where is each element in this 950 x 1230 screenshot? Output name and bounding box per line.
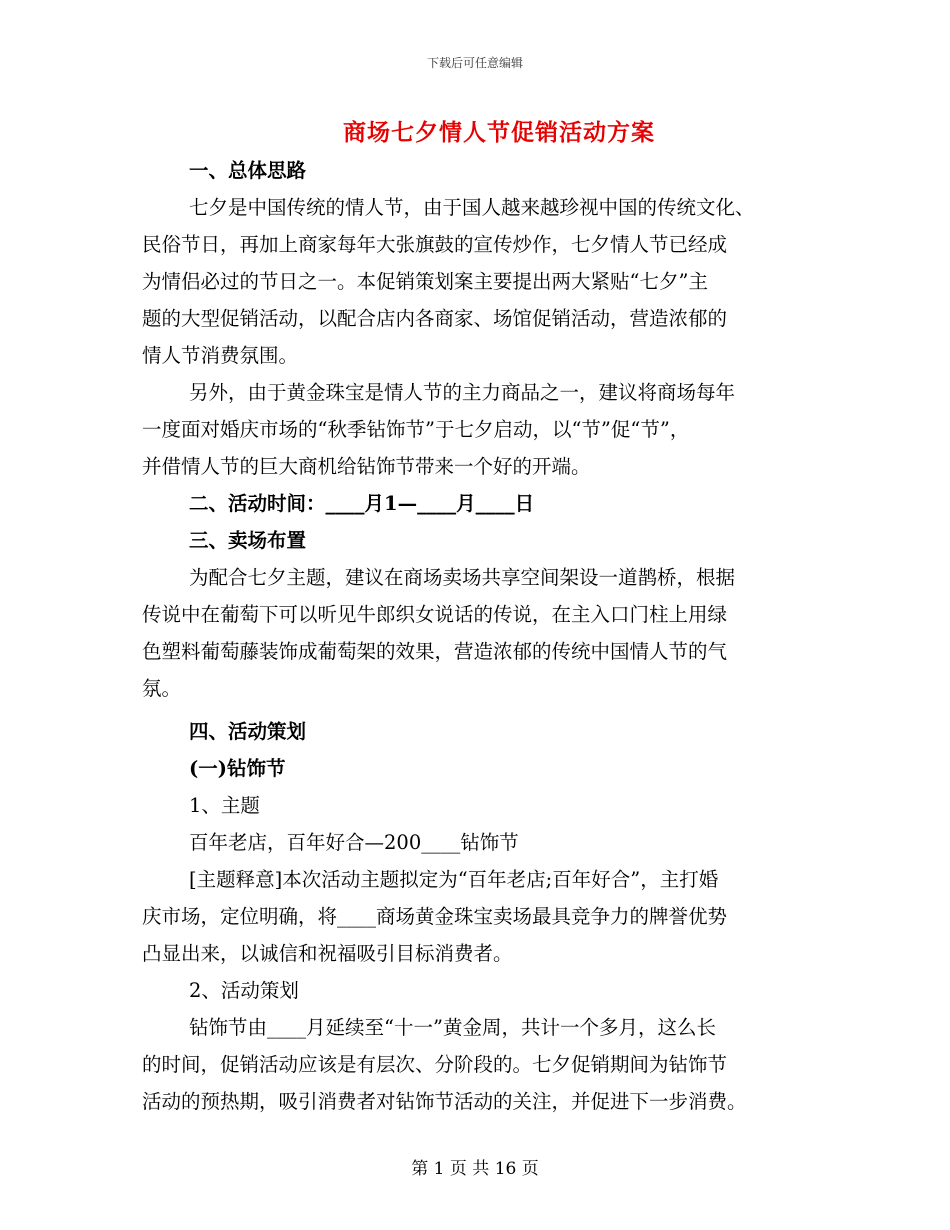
text-line: 为配合七夕主题，建议在商场卖场共享空间架设一道鹊桥，根据 [189,566,736,589]
text-line: 民俗节日，再加上商家每年大张旗鼓的宣传炒作，七夕情人节已经成 [142,233,728,256]
page-footer: 第 1 页 共 16 页 [411,1159,539,1179]
text-line: 并借情人节的巨大商机给钻饰节带来一个好的开端。 [142,455,591,478]
text-line: 传说中在葡萄下可以听见牛郎织女说话的传说，在主入口门柱上用绿 [142,603,728,626]
text-line: 的时间，促销活动应该是有层次、分阶段的。七夕促销期间为钻饰节 [142,1053,728,1076]
document-title: 商场七夕情人节促销活动方案 [343,119,655,146]
text-line: 另外，由于黄金珠宝是情人节的主力商品之一，建议将商场每年 [189,381,736,404]
section-heading: (一)钻饰节 [189,757,286,780]
text-line: 情人节消费氛围。 [142,344,299,367]
text-line: 色塑料葡萄藤装饰成葡萄架的效果，营造浓郁的传统中国情人节的气 [142,640,728,663]
document-body [142,152,810,1120]
text-line: 七夕是中国传统的情人节，由于国人越来越珍视中国的传统文化、 [189,196,755,219]
text-line: 氛。 [142,677,182,700]
section-heading: 一、总体思路 [189,159,307,182]
text-line: 活动的预热期，吸引消费者对钻饰节活动的关注，并促进下一步消费。 [142,1090,747,1113]
section-heading: 三、卖场布置 [189,529,307,552]
text-line: 题的大型促销活动，以配合店内各商家、场馆促销活动，营造浓郁的 [142,307,728,330]
page-header: 下载后可任意编辑 [426,56,523,70]
text-line: 1、主题 [189,794,260,817]
text-line: [主题释意]本次活动主题拟定为“百年老店;百年好合”，主打婚 [189,868,719,891]
section-heading: 二、活动时间：____月1—____月____日 [189,492,535,515]
text-line: 为情侣必过的节日之一。本促销策划案主要提出两大紧贴“七夕”主 [142,270,708,293]
text-line: 2、活动策划 [189,979,299,1002]
text-line: 庆市场，定位明确，将____商场黄金珠宝卖场最具竞争力的牌誉优势 [142,905,728,928]
section-heading: 四、活动策划 [189,720,307,743]
text-line: 一度面对婚庆市场的“秋季钻饰节”于七夕启动，以“节”促“节”， [142,418,690,441]
text-line: 百年老店，百年好合—200____钻饰节 [189,831,519,854]
text-line: 凸显出来，以诚信和祝福吸引目标消费者。 [142,942,513,965]
text-line: 钻饰节由____月延续至“十一”黄金周，共计一个多月，这么长 [189,1016,716,1039]
